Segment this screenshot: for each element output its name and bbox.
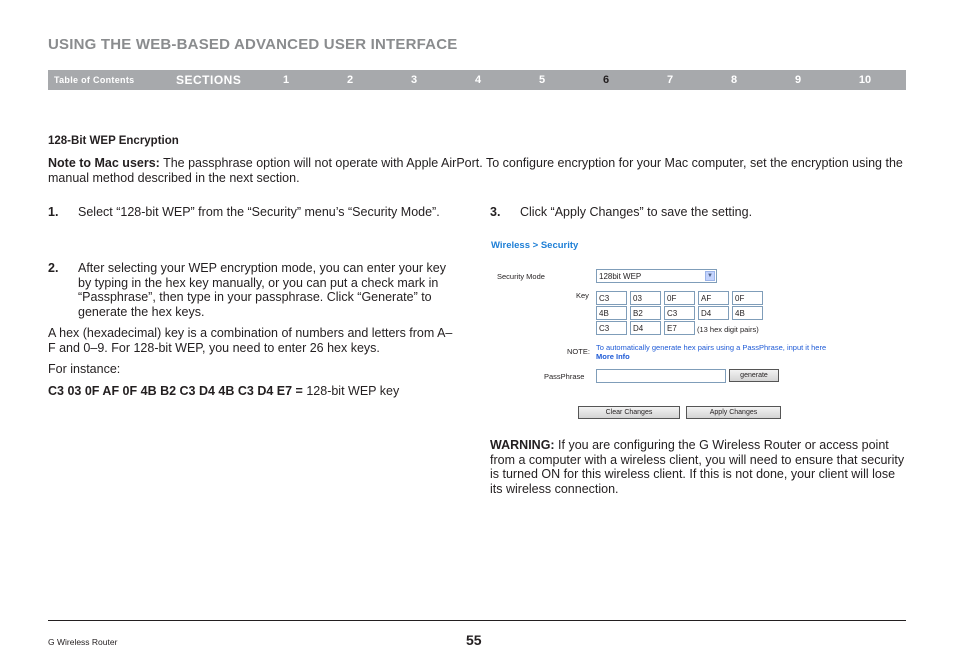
key-field-4[interactable]: AF (698, 291, 729, 305)
key-field-2[interactable]: 03 (630, 291, 661, 305)
section-link-6-active[interactable]: 6 (602, 74, 610, 86)
key-field-10[interactable]: 4B (732, 306, 763, 320)
security-mode-value: 128bit WEP (599, 272, 642, 281)
step-1 (48, 205, 468, 220)
clear-changes-button[interactable]: Clear Changes (578, 406, 680, 419)
footer-divider (48, 620, 906, 621)
mac-note-label: Note to Mac users: (48, 156, 160, 170)
section-link-1[interactable]: 1 (282, 74, 290, 86)
key-field-7[interactable]: B2 (630, 306, 661, 320)
key-field-11[interactable]: C3 (596, 321, 627, 335)
section-link-10[interactable]: 10 (858, 74, 872, 86)
chevron-down-icon[interactable]: ▼ (705, 271, 715, 281)
key-field-8[interactable]: C3 (664, 306, 695, 320)
key-field-1[interactable]: C3 (596, 291, 627, 305)
table-of-contents-link[interactable]: Table of Contents (54, 75, 135, 85)
step-3-number: 3. (490, 205, 501, 219)
security-mode-label: Security Mode (497, 272, 545, 281)
apply-changes-button[interactable]: Apply Changes (686, 406, 781, 419)
mac-note (48, 156, 908, 185)
step-1-number: 1. (48, 205, 59, 219)
section-title: 128-Bit WEP Encryption (48, 135, 179, 147)
hex-digit-pairs-note: (13 hex digit pairs) (697, 325, 759, 334)
key-field-9[interactable]: D4 (698, 306, 729, 320)
key-field-12[interactable]: D4 (630, 321, 661, 335)
section-nav-bar (48, 70, 906, 90)
section-link-2[interactable]: 2 (346, 74, 354, 86)
step-3-text: Click “Apply Changes” to save the setting. (520, 205, 753, 219)
warning-text: If you are configuring the G Wireless Router or access point from a computer with a wireless client, you will need to ensure that security is turned ON for this wireless client. If this is not done, your client will lose its wireless connection. (490, 438, 905, 496)
router-breadcrumb: Wireless > Security (491, 240, 579, 251)
key-example-value: C3 03 0F AF 0F 4B B2 C3 D4 4B C3 D4 E7 = (48, 384, 303, 398)
page-number: 55 (466, 632, 482, 648)
footer-product-name: G Wireless Router (48, 637, 118, 647)
section-link-9[interactable]: 9 (794, 74, 802, 86)
sections-label: SECTIONS (176, 73, 242, 87)
more-info-link[interactable]: More Info (596, 352, 630, 361)
step-2-number: 2. (48, 261, 59, 275)
page-header-title: USING THE WEB-BASED ADVANCED USER INTERFACE (48, 36, 458, 53)
note-label: NOTE: (567, 347, 590, 356)
step-2 (48, 261, 468, 319)
key-label: Key (576, 291, 589, 300)
mac-note-text: The passphrase option will not operate with Apple AirPort. To configure encryption for your Mac computer, set the encryption using the manual method described in the next section. (48, 156, 903, 185)
key-example-label: 128-bit WEP key (302, 384, 400, 398)
section-link-7[interactable]: 7 (666, 74, 674, 86)
key-field-3[interactable]: 0F (664, 291, 695, 305)
section-link-8[interactable]: 8 (730, 74, 738, 86)
key-field-6[interactable]: 4B (596, 306, 627, 320)
section-link-4[interactable]: 4 (474, 74, 482, 86)
passphrase-input[interactable] (596, 369, 726, 383)
section-link-3[interactable]: 3 (410, 74, 418, 86)
warning-paragraph (490, 438, 910, 496)
hex-info-paragraph: A hex (hexadecimal) key is a combination of numbers and letters from A–F and 0–9. For 128-bit WEP, you need to enter 26 hex keys. (48, 326, 453, 355)
passphrase-note-text: To automatically generate hex pairs using a PassPhrase, input it here (596, 343, 827, 352)
for-instance-text: For instance: (48, 362, 121, 376)
security-mode-select[interactable] (596, 269, 717, 283)
key-example (48, 384, 399, 399)
step-1-text: Select “128-bit WEP” from the “Security” menu’s “Security Mode”. (78, 205, 440, 219)
step-3 (490, 205, 910, 220)
step-2-text: After selecting your WEP encryption mode, you can enter your key by typing in the hex key manually, or you can put a check mark in “Passphrase”, then type in your passphrase. Click “Generate” to generate the hex keys. (78, 261, 447, 319)
section-link-5[interactable]: 5 (538, 74, 546, 86)
passphrase-label: PassPhrase (544, 372, 585, 381)
warning-label: WARNING: (490, 438, 555, 452)
key-field-5[interactable]: 0F (732, 291, 763, 305)
generate-button[interactable]: generate (729, 369, 779, 382)
key-field-13[interactable]: E7 (664, 321, 695, 335)
